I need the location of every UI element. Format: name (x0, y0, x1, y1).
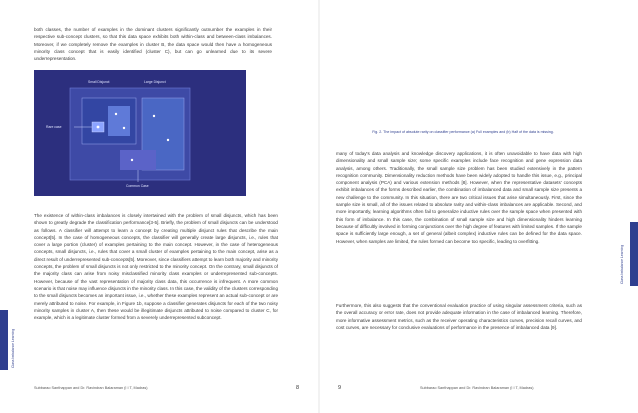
small-disjunct-label: Small Disjunct (88, 80, 110, 84)
right-footer: Subbarao Santhappan and Dr. Ravindran Balaraman (I I T, Madras) (420, 386, 534, 390)
example-point (131, 159, 133, 161)
right-side-tab (630, 222, 638, 286)
left-footer: Subbarao Santhappan and Dr. Ravindran Balaraman (I I T, Madras) (34, 386, 148, 390)
rare-example-point (97, 126, 100, 129)
left-top-paragraph: both classes, the number of examples in the dominant clusters significantly outnumber the examples in their respective sub-concept clusters, so that this data space exhibits both within-class and between-class imbalances. Moreover, if we completely remove the examples in cluster B, the data space would then have a homogeneous minority class concept that is easily identified (cluster C), but can go unlearned due to its severe underrepresentation. (34, 27, 272, 62)
right-page-number: 9 (338, 385, 342, 391)
small-cluster (108, 106, 130, 136)
left-side-tab (0, 310, 8, 370)
left-body-paragraph: The existence of within-class imbalances is closely intertwined with the problem of small disjuncts, which has been shown to greatly degrade the classification performance[3-5]. Briefly, the problem of small disjuncts can be understood as follows. A classifier will attempt to learn a concept by creating multiple disjunct rules that describe the main concept[5]. In the case of homogeneous concepts, the classifier will generally create large disjuncts, i.e., rules that cover a large portion (cluster) of examples pertaining to the main concept. However, in the case of heterogeneous concepts, small disjuncts, i.e., rules that cover a small cluster of examples pertaining to the main concept, arise as a direct result of underrepresented sub-concepts[5]. Moreover, since classifiers attempt to learn both majority and minority concepts, the problem of small disjuncts is not only restricted to the minority concept. On the contrary, small disjuncts of the majority class can arise from noisy misclassified minority class examples or underrepresented sub-concepts. However, because of the vast representation of majority class data, this occurrence is infrequent. A more common scenario is that noise may influence disjuncts in the minority class. In this case, the validity of the clusters corresponding to the small disjuncts becomes an important issue, i.e., whether these examples represent an actual sub-concept or are merely attributed to noise. For example, in Figure 1b, suppose a classifier generates disjuncts for each of the two noisy minority samples in cluster A, then these would be illegitimate disjuncts attributed to noise compared to cluster C, for example, which is a legitimate cluster formed from a severely underrepresented subconcept. (34, 213, 278, 321)
spine-gutter (318, 0, 320, 413)
right-body-paragraph-2: Furthermore, this also suggests that the conventional evaluation practice of using singular assessment criteria, such as the overall accuracy or error rate, does not provide adequate information in the case of imbalanced learning. Therefore, more informative assessment metrics, such as the receiver operating characteristics curves, precision recall curves, and cost curves, are necessary for conclusive evaluations of performance in the presence of imbalanced data [9]. (336, 303, 582, 330)
example-point (153, 115, 155, 117)
common-case-label: Common Case (126, 184, 149, 188)
large-disjunct-label: Large Disjunct (144, 80, 166, 84)
figure-caption: Fig. 2. The impact of absolute rarity on classifier performance (a) Full examples and (b) Half of the data is missing. (372, 129, 554, 134)
example-point (115, 113, 117, 115)
common-case-cluster (120, 150, 156, 170)
right-side-label: Class Imbalance Learning (620, 244, 624, 284)
left-page-number: 8 (296, 385, 300, 391)
rare-case-label: Rare case (46, 125, 62, 129)
within-class-imbalance-figure (34, 70, 246, 196)
right-body-paragraph-1: many of today's data analysis and knowledge discovery applications, it is often unavoidable to have data with high dimensionality and small sample size; some specific examples include face recognition and gene expression data analysis, among others. Traditionally, the small sample size problem has been studied extensively in the pattern recognition community. Dimensionality reduction methods have been widely adopted to handle this issue, e.g., principal component analysis (PCA) and various extension methods [8]. However, when the representative datasets' concepts exhibit imbalances of the forms described earlier, the combination of imbalanced data and small sample size presents a new challenge to the community. In this situation, there are two critical issues that arise simultaneously. First, since the sample size is small, all of the issues related to absolute rarity and within-class imbalances are applicable. Second, and more importantly, learning algorithms often fail to generalize inductive rules over the sample space when presented with this form of imbalance. In this case, the combination of small sample size and high dimensionality hinders learning because of difficultly involved in forming conjunctions over the high degree of features with limited samples. If the sample space is sufficiently large enough, a set of general (albeit complex) inductive rules can be defined for the data space. However, when samples are limited, the rules formed can become too specific, leading to overfitting. (336, 151, 582, 244)
left-side-label: Class Imbalance Learning (11, 328, 15, 368)
figure-graphic (34, 70, 246, 196)
example-point (123, 127, 125, 129)
example-point (167, 139, 169, 141)
